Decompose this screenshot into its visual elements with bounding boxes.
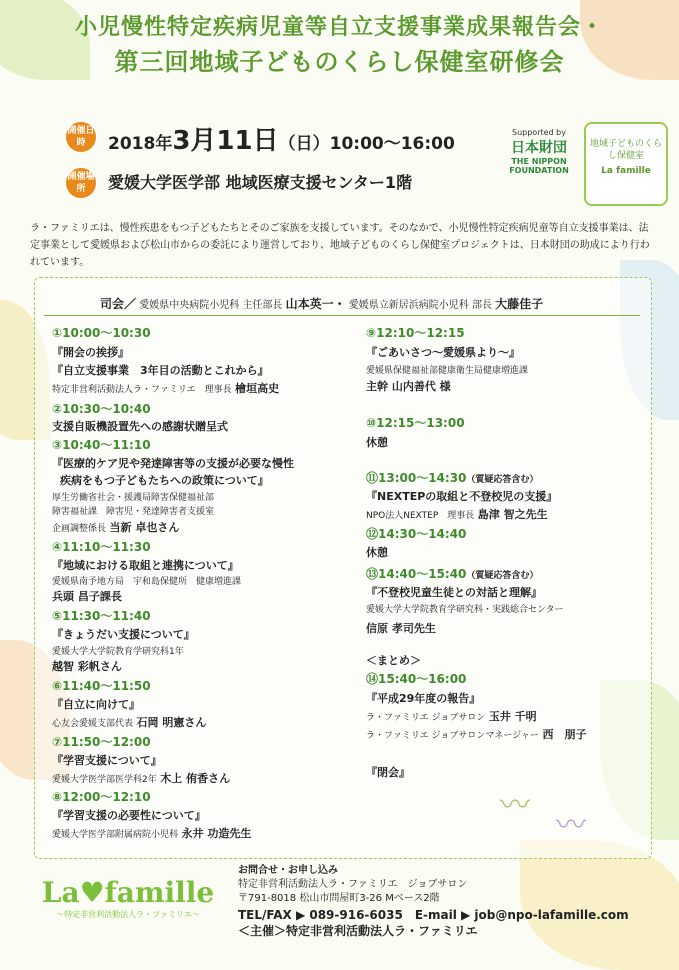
session-title: 『ごあいさつ～愛媛県より～』 (366, 346, 520, 359)
session-time: ⑪13:00～14:30（質疑応答含む） (366, 471, 539, 485)
bird-icon: 〰 (500, 788, 530, 823)
contact-tel-email: TEL/FAX ▶ 089-916-6035 E-mail ▶ job@npo-lafamille.com (238, 908, 629, 922)
divider (44, 315, 640, 316)
session-time: ⑫14:30～14:40 (366, 527, 467, 541)
host-organizer: ＜主催＞特定非営利活動法人ラ・ファミリエ (238, 924, 478, 938)
session-title: 『平成29年度の報告』 (366, 692, 481, 705)
speaker: 心友会愛媛支部代表 石岡 明憲さん (52, 716, 207, 729)
session-title: 休憩 (366, 436, 388, 449)
speaker: NPO法人NEXTEP 理事長 島津 智之先生 (366, 508, 548, 521)
session-title: 『自立に向けて』 (52, 698, 140, 711)
intro-text: ラ・ファミリエは、慢性疾患をもつ子どもたちとそのご家族を支援しています。そのなかで、小児慢性特定疾病児童等自立支援事業は、法定事業として愛媛県および松山市からの委託により運営しており、地域子どものくらし保健室プロジェクトは、日本財団の助成により行われています。 (30, 223, 650, 268)
session-time: ③10:40～11:10 (52, 438, 151, 452)
speaker-affiliation: 愛媛大学大学院教育学研究科1年 (52, 647, 184, 657)
contact-heading: お問合せ・お申し込み (238, 865, 338, 876)
speaker: ラ・ファミリエ ジョブサロンマネージャー 西 朋子 (366, 728, 587, 741)
session-time: ②10:30～10:40 (52, 402, 151, 416)
speaker-affiliation: 愛媛大学大学院教育学研究科・実践総合センター (366, 605, 564, 615)
project-logo: 地域子どものくらし保健室 La famille (584, 122, 668, 206)
session-time: ①10:00～10:30 (52, 326, 151, 340)
session-title: 『開会の挨拶』 (52, 346, 129, 359)
speaker: 愛媛大学医学部医学科2年 木上 侑香さん (52, 772, 231, 785)
session-time: ⑤11:30～11:40 (52, 609, 151, 623)
session-title: 『不登校児童生徒との対話と理解』 (366, 586, 542, 599)
event-date: 2018年3月11日（日）10:00～16:00 (108, 126, 455, 156)
session-title: 疾病をもつ子どもたちへの政策について』 (60, 474, 269, 487)
session-time: ⑩12:15～13:00 (366, 416, 465, 430)
session-time: ⑧12:00～12:10 (52, 790, 151, 804)
speaker-name: 越智 彩帆さん (52, 660, 122, 673)
session-time: ⑥11:40～11:50 (52, 679, 151, 693)
session-title: 『学習支援について』 (52, 754, 162, 767)
chair-line: 司会／ 愛媛県中央病院小児科 主任部長 山本英一・ 愛媛県立新居浜病院小児科 部長 大藤佳子 (100, 297, 544, 311)
speaker: ラ・ファミリエ ジョブサロン 玉井 千明 (366, 710, 537, 723)
session-title: 支援自販機設置先への感謝状贈呈式 (52, 420, 228, 433)
speaker: 企画調整係長 当新 卓也さん (52, 521, 180, 534)
summary-label: ＜まとめ＞ (366, 654, 421, 667)
session-title: 『NEXTEPの取組と不登校児の支援』 (366, 490, 558, 503)
title-line-1: 小児慢性特定疾病児童等自立支援事業成果報告会・ (74, 15, 604, 40)
session-title: 休憩 (366, 546, 388, 559)
title-line-2: 第三回地域子どものくらし保健室研修会 (114, 48, 565, 76)
speaker-affiliation: 厚生労働省社会・援護局障害保健福祉部 (52, 493, 215, 503)
lafamille-logo: La♥famille ～特定非営利活動法人ラ・ファミリエ～ (41, 876, 215, 919)
contact-footer (238, 864, 629, 938)
session-title: 『自立支援事業 3年目の活動とこれから』 (52, 364, 269, 377)
session-time: ④11:10～11:30 (52, 540, 151, 554)
session-title: 『医療的ケア児や発達障害等の支援が必要な慢性 (52, 457, 294, 470)
speaker-name: 主幹 山内善代 様 (366, 380, 451, 393)
session-time: ⑨12:10～12:15 (366, 326, 465, 340)
session-time: ⑬14:40～15:40（質疑応答含む） (366, 567, 539, 581)
speaker: 愛媛大学医学部附属病院小児科 永井 功造先生 (52, 827, 252, 840)
closing: 『閉会』 (366, 766, 410, 779)
event-venue: 愛媛大学医学部 地域医療支援センター1階 (108, 173, 413, 192)
speaker: 特定非営利活動法人ラ・ファミリエ 理事長 檜垣高史 (52, 382, 280, 395)
venue-tag: 開催場所 (66, 168, 96, 198)
speaker-affiliation: 愛媛県保健福祉部健康衛生局健康増進課 (366, 366, 529, 376)
speaker-name: 信原 孝司先生 (366, 622, 436, 635)
session-title: 『学習支援の必要性について』 (52, 809, 206, 822)
contact-org: 特定非営利活動法人ラ・ファミリエ ジョブサロン (238, 879, 468, 890)
session-title: 『きょうだい支援について』 (52, 628, 195, 641)
session-time: ⑭15:40～16:00 (366, 672, 467, 686)
nippon-foundation-logo: Supported by 日本財団 THE NIPPON FOUNDATION (509, 128, 569, 175)
contact-address: 〒791-8018 松山市問屋町3-26 Mベース2階 (238, 893, 440, 904)
date-tag: 開催日時 (66, 122, 96, 152)
speaker-affiliation: 障害福祉課 障害児・発達障害者支援室 (52, 507, 215, 517)
bird-icon: 〰 (556, 808, 586, 843)
speaker-name: 兵頭 昌子課長 (52, 590, 122, 603)
session-title: 『地域における取組と連携について』 (52, 559, 239, 572)
session-time: ⑦11:50～12:00 (52, 735, 151, 749)
speaker-affiliation: 愛媛県南予地方局 宇和島保健所 健康増進課 (52, 577, 242, 587)
